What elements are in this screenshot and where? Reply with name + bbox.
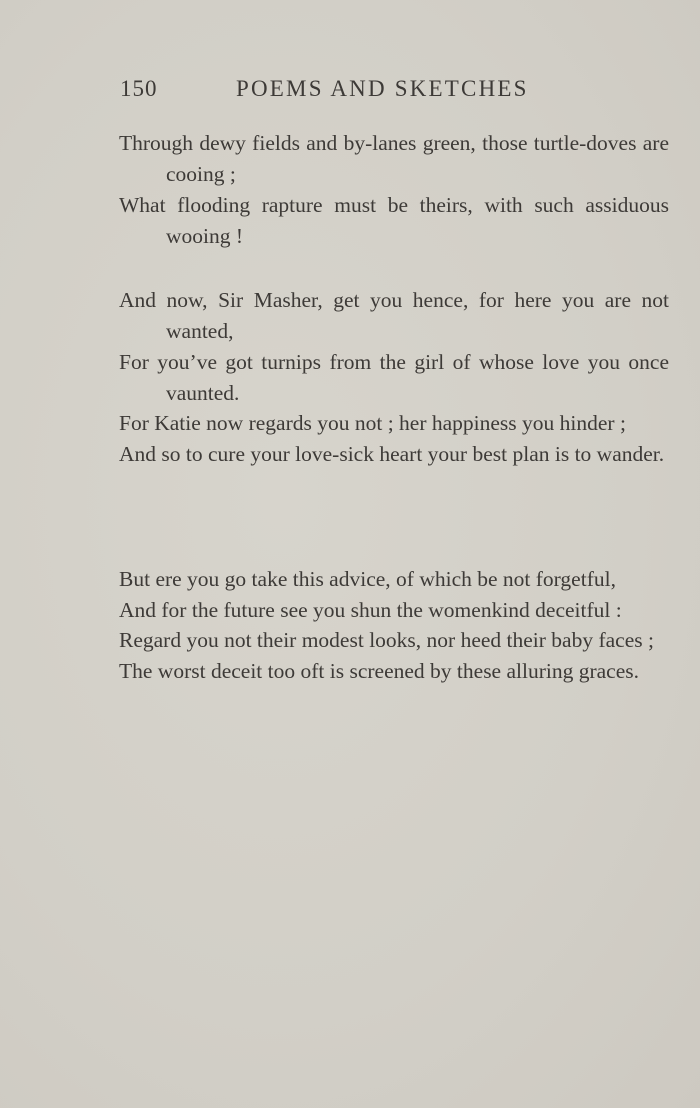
verse-line: And now, Sir Masher, get you hence, for here you are not wanted,	[119, 288, 669, 343]
running-title: POEMS AND SKETCHES	[236, 76, 529, 101]
verse-line: Through dewy fields and by-lanes green, those turtle-doves are cooing ;	[119, 131, 669, 186]
verse-line: But ere you go take this advice, of which be not forgetful,	[119, 567, 616, 591]
stanza-3	[119, 564, 669, 686]
stanza-2	[119, 285, 669, 469]
stanza-1	[119, 128, 669, 251]
page-number: 150	[120, 76, 158, 101]
verse-line: For Katie now regards you not ; her happiness you hinder ;	[119, 411, 626, 435]
verse-line: And so to cure your love-sick heart your best plan is to wander.	[119, 441, 665, 466]
verse-line: What flooding rapture must be theirs, with such assiduous wooing !	[119, 192, 669, 248]
verse-line: The worst deceit too oft is screened by these alluring graces.	[119, 658, 639, 683]
page-header	[120, 76, 660, 108]
verse-line: And for the future see you shun the womenkind deceitful :	[119, 597, 622, 622]
verse-line: Regard you not their modest looks, nor heed their baby faces ;	[119, 628, 654, 652]
verse-line: For you’ve got turnips from the girl of whose love you once vaunted.	[119, 349, 669, 405]
